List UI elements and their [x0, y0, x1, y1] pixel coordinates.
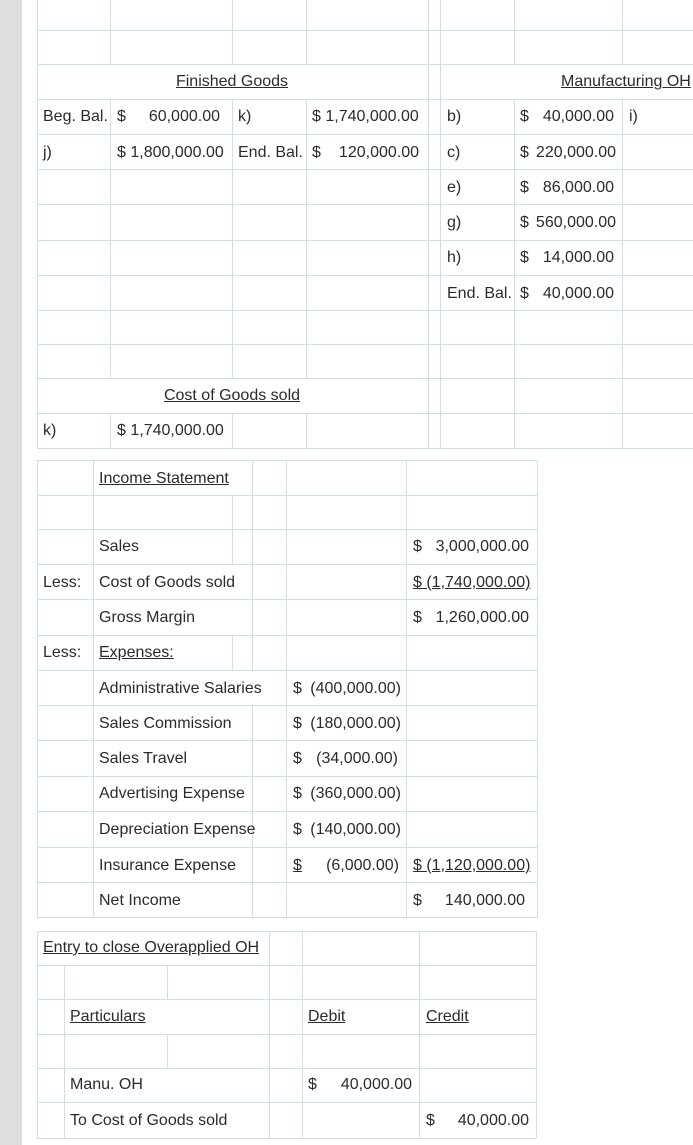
fg-end-label: End. Bal. — [238, 144, 303, 161]
expense-sym: $ — [293, 750, 302, 767]
expense-label: Administrative Salaries — [99, 680, 262, 697]
moh-row-label: c) — [447, 144, 461, 161]
left-gutter — [0, 0, 22, 1145]
expense-sym: $ — [293, 680, 302, 697]
expense-label: Depreciation Expense — [99, 821, 256, 838]
moh-row-value: 86,000.00 — [542, 179, 614, 196]
debit-header: Debit — [308, 1008, 346, 1025]
expense-value: (360,000.00) — [310, 785, 401, 802]
fg-end-sym: $ — [312, 144, 321, 161]
fg-end-value: 120,000.00 — [338, 144, 419, 161]
credit-sym: $ — [426, 1112, 435, 1129]
debit-value: 40,000.00 — [340, 1076, 412, 1093]
moh-row-sym: $ — [520, 249, 529, 266]
expense-label: Insurance Expense — [99, 857, 236, 874]
moh-row-sym: $ — [520, 144, 529, 161]
cogs-k-label: k) — [43, 422, 57, 439]
moh-end-sym: $ — [520, 285, 529, 302]
fg-k-label: k) — [238, 108, 252, 125]
closing-entry-title: Entry to close Overapplied OH — [43, 939, 260, 956]
is-cogs-label: Cost of Goods sold — [99, 574, 236, 591]
cogs-title: Cost of Goods sold — [163, 387, 301, 404]
credit-value: 40,000.00 — [457, 1112, 529, 1129]
moh-end-value: 40,000.00 — [542, 285, 614, 302]
fg-beg-label: Beg. Bal. — [43, 108, 108, 125]
expense-sym: $ — [293, 821, 302, 838]
expense-label: Sales Commission — [99, 715, 232, 732]
expense-sym: $ — [293, 715, 302, 732]
less-label-2: Less: — [43, 644, 82, 661]
moh-i-label: i) — [629, 108, 638, 125]
gross-margin-value: 1,260,000.00 — [435, 609, 529, 626]
expense-value: (140,000.00) — [310, 821, 401, 838]
gross-margin-label: Gross Margin — [99, 609, 196, 626]
expense-value: (400,000.00) — [310, 680, 401, 697]
moh-row-value: 40,000.00 — [542, 108, 614, 125]
debit-account: Manu. OH — [70, 1076, 143, 1093]
fg-beg-value: 60,000.00 — [148, 108, 220, 125]
moh-row-value: 560,000.00 — [535, 214, 616, 231]
credit-account: To Cost of Goods sold — [70, 1112, 228, 1129]
moh-row-label: b) — [447, 108, 462, 125]
sales-label: Sales — [99, 538, 140, 555]
moh-row-sym: $ — [520, 214, 529, 231]
expense-sym: $ — [293, 785, 302, 802]
total-expenses-value: $ (1,120,000.00) — [413, 857, 531, 874]
sales-value: 3,000,000.00 — [435, 538, 529, 555]
moh-row-sym: $ — [520, 108, 529, 125]
moh-row-label: g) — [447, 214, 462, 231]
debit-sym: $ — [308, 1076, 317, 1093]
fg-j-label: j) — [43, 144, 52, 161]
is-cogs-value: $ (1,740,000.00) — [413, 574, 531, 591]
manufacturing-oh-title: Manufacturing OH — [561, 73, 691, 90]
expenses-heading: Expenses: — [99, 644, 174, 661]
less-label-1: Less: — [43, 574, 82, 591]
expense-label: Advertising Expense — [99, 785, 245, 802]
net-income-sym: $ — [413, 892, 422, 909]
moh-row-value: 220,000.00 — [535, 144, 616, 161]
net-income-label: Net Income — [99, 892, 181, 909]
expense-sym: $ (6,000.00) — [293, 857, 399, 874]
sales-sym: $ — [413, 538, 422, 555]
particulars-header: Particulars — [70, 1008, 146, 1025]
moh-row-sym: $ — [520, 179, 529, 196]
expense-label: Sales Travel — [99, 750, 188, 767]
expense-value: (6,000.00) — [326, 857, 399, 874]
credit-header: Credit — [426, 1008, 469, 1025]
cogs-k-value: $ 1,740,000.00 — [117, 422, 224, 439]
fg-beg-sym: $ — [117, 108, 126, 125]
expense-value: (34,000.00) — [316, 750, 398, 767]
moh-row-label: e) — [447, 179, 462, 196]
income-statement-title: Income Statement — [99, 470, 229, 487]
gross-margin-sym: $ — [413, 609, 422, 626]
fg-j-value: $ 1,800,000.00 — [117, 144, 224, 161]
expense-value: (180,000.00) — [310, 715, 401, 732]
moh-row-label: h) — [447, 249, 462, 266]
finished-goods-title: Finished Goods — [175, 73, 289, 90]
fg-k-value: $ 1,740,000.00 — [312, 108, 419, 125]
moh-row-value: 14,000.00 — [542, 249, 614, 266]
moh-end-label: End. Bal. — [447, 285, 512, 302]
net-income-value: 140,000.00 — [444, 892, 525, 909]
